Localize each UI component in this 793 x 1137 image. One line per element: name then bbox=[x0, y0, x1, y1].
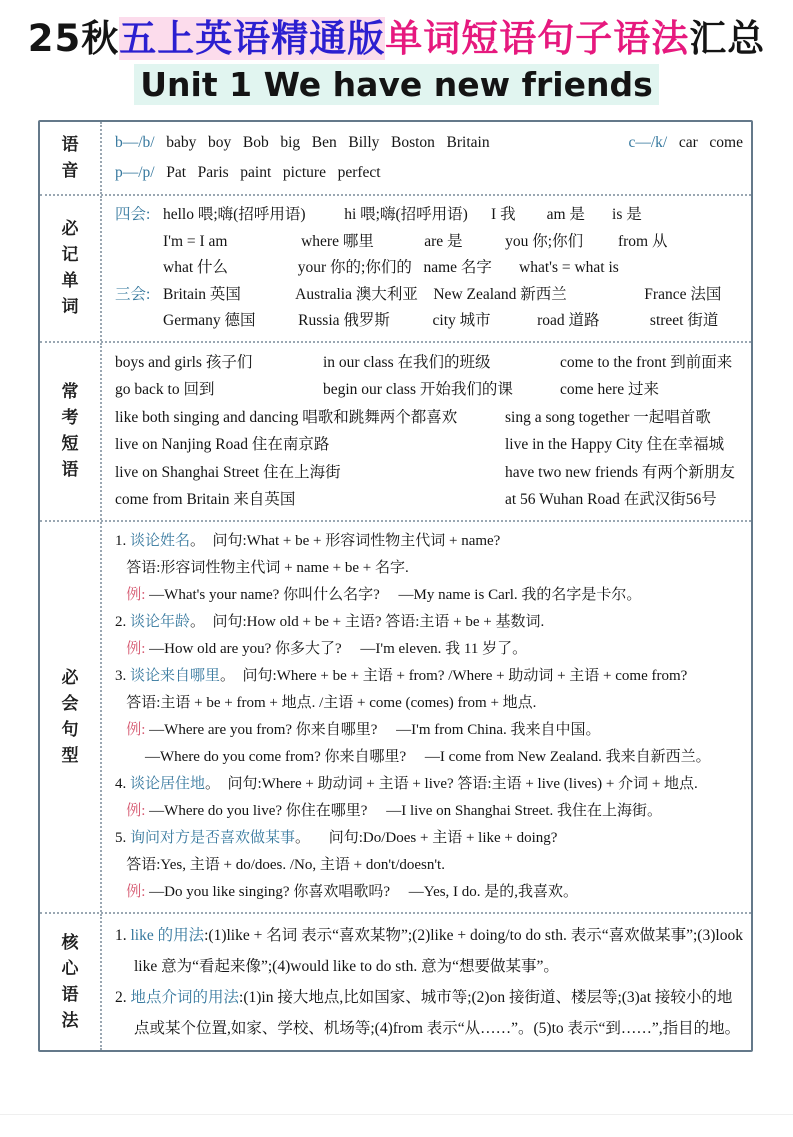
text-segment: hello 喂;嗨(招呼用语) hi 喂;嗨(招呼用语) I 我 am 是 is 是 bbox=[163, 206, 642, 223]
text-segment: 询问对方是否喜欢做某事 bbox=[130, 829, 296, 846]
text-segment bbox=[115, 308, 163, 335]
text-segment: live in the Happy City 住在幸福城 bbox=[505, 436, 725, 453]
text-segment: 谈论姓名 bbox=[130, 532, 191, 549]
section-label-char: 记 bbox=[61, 245, 79, 266]
text-segment bbox=[115, 884, 126, 900]
text-segment: 4. bbox=[115, 775, 130, 792]
title-segment: 单词短语句子语法 bbox=[385, 17, 690, 60]
section-label bbox=[40, 522, 102, 912]
text-segment: Britain 英国 Australia 澳大利亚 New Zealand 新西兰 France 法国 bbox=[163, 285, 722, 303]
main-title bbox=[0, 16, 793, 62]
text-segment: boys and girls 孩子们 bbox=[115, 353, 253, 371]
section-label-char: 考 bbox=[61, 408, 79, 428]
text-segment: —Where are you from? 你来自哪里? —I'm from China. 我来自中国。 bbox=[145, 721, 601, 738]
section-label bbox=[40, 343, 102, 520]
section-phrases bbox=[40, 343, 751, 522]
section-label-char: 必 bbox=[61, 219, 79, 240]
text-line bbox=[115, 431, 743, 459]
section-label-char: 短 bbox=[61, 434, 79, 454]
text-segment: what 什么 your 你的;你们的 name 名字 what's = what is bbox=[163, 259, 619, 276]
text-segment: like 的用法 bbox=[130, 926, 205, 944]
text-segment: I'm = I am where 哪里 are 是 you 你;你们 from 从 bbox=[163, 232, 668, 250]
section-words bbox=[40, 196, 751, 343]
text-segment: 答语:形容词性物主代词 + name + be + 名字. bbox=[115, 559, 409, 576]
section-label-char: 会 bbox=[61, 693, 79, 714]
text-line bbox=[115, 202, 743, 229]
section-content bbox=[102, 914, 751, 1050]
section-label-char: 常 bbox=[61, 382, 79, 402]
text-segment: come to the front 到前面来 bbox=[560, 353, 733, 371]
text-line bbox=[115, 282, 743, 309]
text-segment: have two new friends 有两个新朋友 bbox=[505, 463, 735, 481]
section-content bbox=[102, 196, 751, 341]
text-segment bbox=[115, 587, 126, 603]
text-segment: come from Britain 来自英国 bbox=[115, 491, 296, 508]
text-segment: 答语:Yes, 主语 + do/does. /No, 主语 + don't/doesn't. bbox=[115, 856, 445, 873]
text-segment: 例: bbox=[126, 802, 146, 819]
section-sentences bbox=[40, 522, 751, 914]
text-line bbox=[115, 852, 743, 879]
summary-table bbox=[38, 120, 753, 1052]
text-line bbox=[115, 376, 743, 404]
text-segment: c—/k/ bbox=[628, 134, 668, 151]
text-segment: sing a song together 一起唱首歌 bbox=[505, 408, 711, 426]
text-segment bbox=[115, 229, 163, 256]
text-segment: car come bbox=[667, 134, 743, 151]
text-segment: like both singing and dancing 唱歌和跳舞两个都喜欢 bbox=[115, 408, 458, 426]
section-label-char: 法 bbox=[61, 1010, 79, 1031]
text-segment bbox=[115, 641, 126, 657]
text-segment: 。 问句:How old + be + 主语? 答语:主语 + be + 基数词. bbox=[190, 613, 545, 630]
text-segment: 。 问句:Do/Does + 主语 + like + doing? bbox=[295, 829, 558, 846]
text-segment: come here 过来 bbox=[560, 381, 659, 398]
text-line bbox=[115, 486, 743, 514]
text-line bbox=[115, 128, 743, 158]
text-segment: 2. bbox=[115, 988, 131, 1006]
text-segment: b—/b/ bbox=[115, 134, 155, 151]
text-segment: 例: bbox=[126, 586, 146, 603]
section-label-char: 心 bbox=[61, 958, 79, 979]
section-label-char: 词 bbox=[61, 297, 79, 318]
section-label-char: 音 bbox=[61, 161, 79, 181]
text-segment bbox=[115, 803, 126, 819]
title-segment: 五上英语精通版 bbox=[119, 17, 386, 60]
text-segment: :(1)in 接大地点,比如国家、城市等;(2)on 接街道、楼层等;(3)at 接较小的地点或某个位置,如家、学校、机场等;(4)from 表示“从……”。(5)to 表示“到……”,指目的地。 bbox=[134, 988, 741, 1037]
text-segment: :(1)like + 名词 表示“喜欢某物”;(2)like + doing/to do sth. 表示“喜欢做某事”;(3)look like 意为“看起来像”;(4)would like to do sth. 意为“想要做某事”。 bbox=[134, 926, 747, 975]
text-line bbox=[115, 879, 743, 906]
section-label-char: 核 bbox=[61, 932, 79, 953]
section-label-char: 必 bbox=[61, 667, 79, 688]
text-segment: —Where do you come from? 你来自哪里? —I come from New Zealand. 我来自新西兰。 bbox=[115, 748, 711, 765]
text-segment: live on Shanghai Street 住在上海街 bbox=[115, 463, 341, 481]
section-label bbox=[40, 196, 102, 341]
text-segment: p—/p/ bbox=[115, 164, 155, 181]
text-segment: 。 问句:Where + 助动词 + 主语 + live? 答语:主语 + live (lives) + 介词 + 地点. bbox=[205, 775, 698, 792]
text-segment: 3. bbox=[115, 667, 130, 684]
section-label-char: 型 bbox=[61, 745, 79, 766]
text-segment: 。 问句:Where + be + 主语 + from? /Where + 助动词 + 主语 + come from? bbox=[220, 667, 688, 684]
text-segment: 1. bbox=[115, 532, 130, 549]
text-line bbox=[115, 798, 743, 825]
text-line bbox=[115, 609, 743, 636]
text-segment: baby boy Bob big Ben Billy Boston Britain bbox=[154, 134, 490, 151]
text-segment: 地点介词的用法 bbox=[130, 988, 240, 1006]
text-line bbox=[115, 982, 743, 1044]
text-segment: 2. bbox=[115, 613, 130, 630]
text-segment: 5. bbox=[115, 829, 130, 846]
text-line bbox=[115, 349, 743, 377]
text-segment: 。 问句:What + be + 形容词性物主代词 + name? bbox=[190, 532, 501, 549]
text-line bbox=[115, 459, 743, 487]
text-segment: 谈论年龄 bbox=[130, 613, 191, 630]
title-segment: 25秋 bbox=[27, 17, 120, 60]
text-line bbox=[115, 229, 743, 256]
text-segment: at 56 Wuhan Road 在武汉街56号 bbox=[505, 491, 717, 508]
text-segment: —What's your name? 你叫什么名字? —My name is Carl. 我的名字是卡尔。 bbox=[145, 586, 642, 603]
section-phonics bbox=[40, 122, 751, 196]
text-segment: begin our class 开始我们的课 bbox=[323, 381, 513, 398]
text-line bbox=[115, 582, 743, 609]
text-line bbox=[115, 744, 743, 771]
text-line bbox=[115, 555, 743, 582]
text-segment: in our class 在我们的班级 bbox=[323, 353, 491, 371]
text-line bbox=[115, 528, 743, 555]
text-line bbox=[115, 636, 743, 663]
unit-title: Unit 1 We have new friends bbox=[134, 64, 658, 105]
text-segment bbox=[115, 255, 163, 282]
text-line bbox=[115, 255, 743, 282]
page-bottom-edge bbox=[0, 1114, 793, 1115]
section-label bbox=[40, 122, 102, 194]
title-segment: 汇总 bbox=[689, 17, 766, 60]
text-segment: 例: bbox=[126, 721, 146, 738]
section-content bbox=[102, 343, 751, 520]
text-segment: 答语:主语 + be + from + 地点. /主语 + come (comes) from + 地点. bbox=[115, 694, 537, 711]
section-label-char: 单 bbox=[61, 271, 79, 292]
section-label-char: 语 bbox=[61, 984, 79, 1005]
text-segment: 例: bbox=[126, 883, 146, 900]
text-segment: 谈论居住地 bbox=[130, 775, 206, 792]
text-segment: go back to 回到 bbox=[115, 381, 215, 398]
text-segment: 例: bbox=[126, 640, 146, 657]
text-segment: —Do you like singing? 你喜欢唱歌吗? —Yes, I do. 是的,我喜欢。 bbox=[145, 883, 579, 900]
section-label-char: 句 bbox=[61, 719, 79, 740]
unit-title-line bbox=[0, 64, 793, 106]
section-label-char: 语 bbox=[61, 460, 79, 480]
section-label bbox=[40, 914, 102, 1050]
section-label-char: 语 bbox=[61, 135, 79, 155]
text-segment: 1. bbox=[115, 926, 131, 944]
section-grammar bbox=[40, 914, 751, 1050]
text-line bbox=[115, 825, 743, 852]
text-line bbox=[115, 771, 743, 798]
text-segment: live on Nanjing Road 住在南京路 bbox=[115, 436, 330, 453]
text-segment bbox=[115, 722, 126, 738]
text-line bbox=[115, 404, 743, 432]
text-line bbox=[115, 158, 743, 188]
text-line bbox=[115, 717, 743, 744]
text-segment: —Where do you live? 你住在哪里? —I live on Shanghai Street. 我住在上海街。 bbox=[145, 802, 663, 819]
section-content bbox=[102, 522, 751, 912]
text-segment: Germany 德国 Russia 俄罗斯 city 城市 road 道路 street 街道 bbox=[163, 312, 719, 329]
section-content bbox=[102, 122, 751, 194]
text-segment: —How old are you? 你多大了? —I'm eleven. 我 11 岁了。 bbox=[145, 640, 528, 657]
text-line bbox=[115, 690, 743, 717]
text-segment: 谈论来自哪里 bbox=[130, 667, 221, 684]
text-line bbox=[115, 308, 743, 335]
text-line bbox=[115, 663, 743, 690]
text-segment: 三会: bbox=[115, 285, 151, 303]
text-line bbox=[115, 920, 747, 982]
text-segment: 四会: bbox=[115, 206, 151, 223]
text-segment: Pat Paris paint picture perfect bbox=[154, 164, 381, 181]
